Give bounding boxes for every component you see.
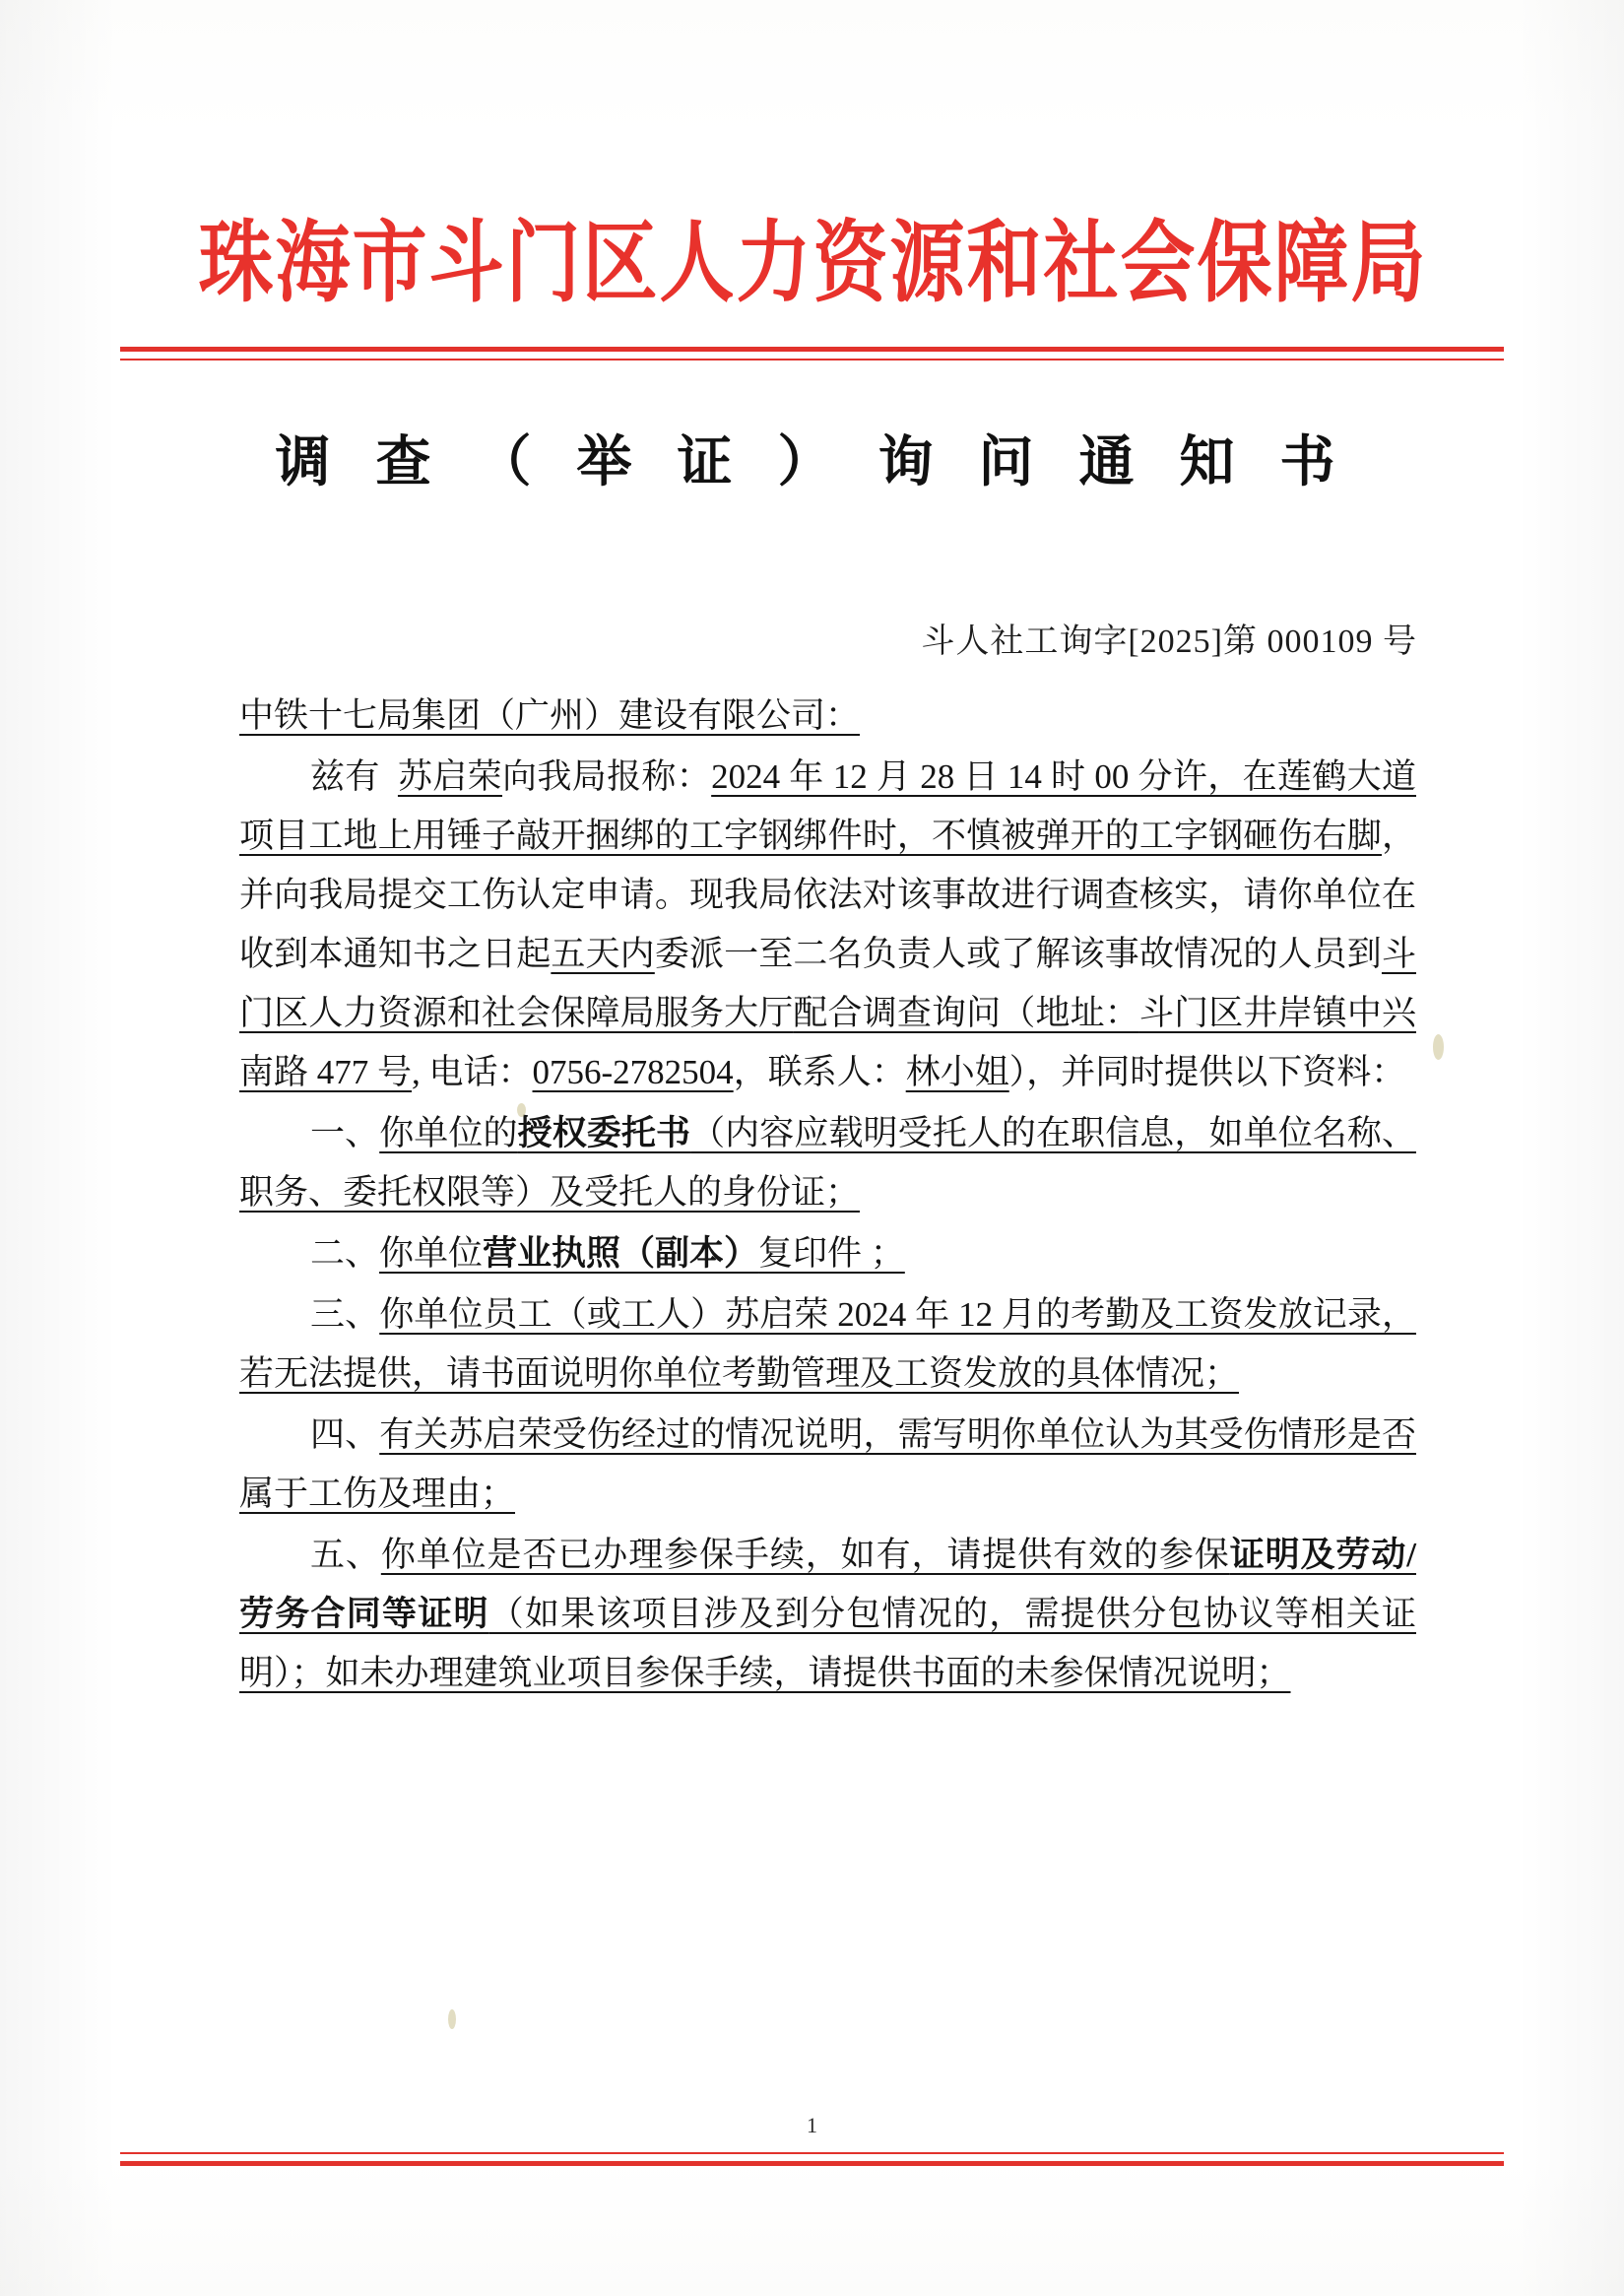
item-bold-1: 授权委托书 [517,1114,691,1152]
closing-text: ），并同时提供以下资料： [1008,1053,1406,1091]
reporter-name: 苏启荣 [397,757,503,796]
item-text-after-1: （内容应载明受托人的在职信息，如单位名称、职务、委托权限等）及受托人的身份证； [239,1114,1416,1212]
footer-rules [120,2152,1504,2166]
item-text-before-2: 你单位 [379,1234,484,1273]
item-marker-3: 三、 [310,1295,380,1334]
opening-lead: 兹有 [310,757,380,796]
document-title: 调 查 （ 举 证 ） 询 问 通 知 书 [275,432,1351,493]
requirement-item-3 [239,1285,1416,1404]
addressee-company: 中铁十七局集团（广州）建设有限公司： [239,696,861,735]
document-number: 斗人社工询字[2025]第 000109 号 [921,623,1417,660]
letterhead [116,215,1510,313]
phone-label: , 电话： [412,1053,533,1091]
requirement-item-2 [239,1224,1416,1283]
letterhead-rule-thin [120,359,1504,361]
after-incident-text: ，并向我局提交工伤认定申请。现我局依法对该事故进行调查核实，请你单位在收到本通知书之日起 [239,817,1416,973]
deadline-days: 五天内 [551,935,655,973]
opening-mid: 向我局报称： [502,757,712,796]
incident-paragraph [239,748,1416,1102]
item-bold-5: 证明及劳动/劳务合同等证明 [239,1536,1416,1633]
document-body [239,687,1416,1705]
item-marker-4: 四、 [310,1415,380,1454]
requirement-item-1 [239,1104,1416,1222]
item-text-after-3: 你单位员工（或工人）苏启荣 2024 年 12 月的考勤及工资发放记录，若无法提供，请书面说明你单位考勤管理及工资发放的具体情况； [239,1295,1416,1393]
dispatch-instruction: 委派一至二名负责人或了解该事故情况的人员到 [654,935,1382,973]
item-bold-2: 营业执照（副本） [483,1234,759,1273]
office-phone: 0756-2782504 [532,1053,734,1091]
issuing-authority-title: 珠海市斗门区人力资源和社会保障局 [198,215,1428,313]
contact-person: 林小姐 [905,1053,1009,1091]
page-number: 1 [807,2113,817,2137]
item-text-after-4: 有关苏启荣受伤经过的情况说明，需写明你单位认为其受伤情形是否属于工伤及理由； [239,1415,1416,1513]
office-address: 斗门区井岸镇中兴南路 477 号 [239,994,1416,1091]
contact-label: ，联系人： [733,1053,906,1091]
incident-statement: 2024 年 12 月 28 日 14 时 00 分许，在莲鹤大道项目工地上用锤子敲开捆绑的工字钢绑件时，不慎被弹开的工字钢砸伤右脚 [239,757,1416,855]
requirement-item-5 [239,1526,1416,1703]
item-text-after-2: 复印件 ； [758,1234,905,1273]
venue-tail: 配合调查询问（地址： [793,994,1139,1032]
venue-name: 斗门区人力资源和社会保障局服务大厅 [239,935,1416,1032]
item-text-before-1: 你单位的 [379,1114,518,1152]
item-text-before-5: 你单位是否已办理参保手续，如有，请提供有效的参保 [380,1536,1230,1574]
letterhead-rule-thick [120,347,1504,352]
addressee-line [239,687,1416,746]
item-marker-1: 一、 [310,1114,380,1152]
item-marker-2: 二、 [310,1234,380,1273]
item-text-after-5: （如果该项目涉及到分包情况的，需提供分包协议等相关证明）；如未办理建筑业项目参保手续，请提供书面的未参保情况说明； [239,1595,1416,1692]
footer-rule-thick [120,2161,1504,2166]
item-marker-5: 五、 [310,1536,381,1574]
footer-rule-thin [120,2152,1504,2154]
requirement-item-4 [239,1406,1416,1524]
letterhead-rules [120,347,1504,361]
